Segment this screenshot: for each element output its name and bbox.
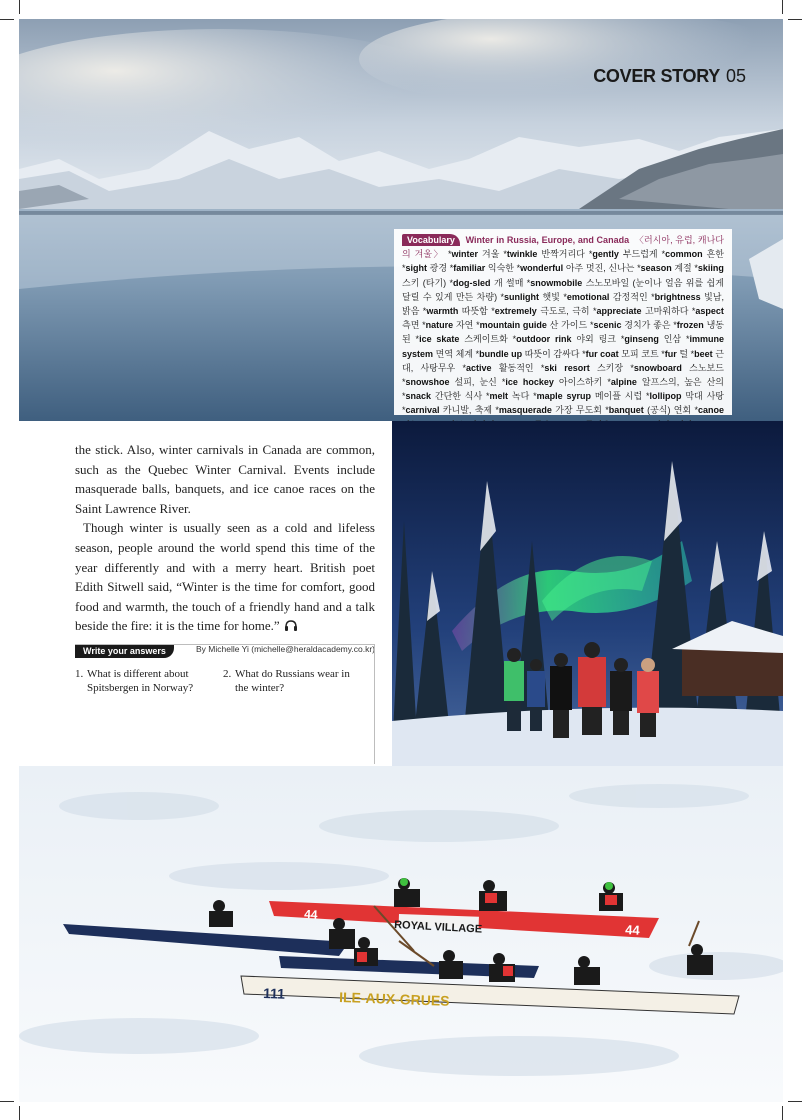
vocabulary-term: beet <box>694 348 713 359</box>
boat-text: ILE-AUX-GRUES <box>338 989 450 1009</box>
vocabulary-term: mountain guide <box>479 320 547 331</box>
vocabulary-meaning: 메이플 시럽 <box>594 391 643 402</box>
vocabulary-term: fur <box>664 348 677 359</box>
aurora-forest-photo <box>392 421 783 766</box>
section-label: COVER STORY <box>593 66 720 86</box>
vocabulary-term: banquet <box>608 405 644 416</box>
question-text: What is different about Spitsbergen in Norway? <box>87 668 194 694</box>
vocabulary-meaning: 극도로, 극히 <box>540 306 590 317</box>
vocabulary-meaning: 스키장 <box>596 362 624 373</box>
vocabulary-meaning: 익숙한 <box>487 263 514 274</box>
section-header <box>593 66 746 87</box>
vocabulary-meaning: 막대 사탕 <box>685 391 724 402</box>
vocabulary-meaning: 카니발, 축제 <box>442 405 493 416</box>
ice-canoe-race-photo <box>19 766 783 1102</box>
vocabulary-term: familiar <box>453 263 486 274</box>
vocabulary-meaning: 겨울 <box>482 249 500 260</box>
vocabulary-title: Winter in Russia, Europe, and Canada <box>465 235 630 245</box>
vocabulary-term: maple syrup <box>536 391 591 402</box>
vocabulary-term: alpine <box>610 377 637 388</box>
vocabulary-term: common <box>665 249 703 260</box>
vocabulary-meaning: 활동적인 <box>498 362 534 373</box>
vocabulary-meaning: 부드럽게 <box>622 249 658 260</box>
vocabulary-title-korean: 〈러시아, 유럽, 캐나다의 겨울〉 <box>402 235 724 260</box>
vocabulary-meaning: 스케이트화 <box>464 334 508 345</box>
vocabulary-meaning: 알프스의, 높은 산의 <box>641 377 724 388</box>
vocabulary-term: ski resort <box>544 362 590 373</box>
article-paragraph: the stick. Also, winter carnivals in Canada are common, such as the Quebec Winter Carnival. Events include masquerade balls, banquets, and ice canoe races on the Saint Lawrence River. <box>75 442 375 516</box>
vocabulary-term: twinkle <box>506 249 538 260</box>
vocabulary-meaning: 개 썰매 <box>493 277 524 288</box>
vocabulary-term: skiing <box>697 263 724 274</box>
vocabulary-term: emotional <box>566 291 610 302</box>
vocabulary-term: melt <box>489 391 509 402</box>
vocabulary-meaning: 따뜻함 <box>461 306 488 317</box>
vocabulary-meaning: 면역 체계 <box>435 348 473 359</box>
vocabulary-term: snowshoe <box>405 377 450 388</box>
crop-mark <box>0 1101 14 1102</box>
crop-mark <box>782 0 783 14</box>
vocabulary-term: wonderful <box>520 263 564 274</box>
vocabulary-term: carnival <box>405 405 440 416</box>
vocabulary-meaning: 경치가 좋은 <box>624 320 671 331</box>
vocabulary-term: scenic <box>593 320 622 331</box>
vocabulary-meaning: 햇빛 <box>542 291 560 302</box>
vocabulary-meaning: 아주 멋진, 신나는 <box>565 263 635 274</box>
vocabulary-term: warmth <box>426 306 459 317</box>
vocabulary-meaning: 설피, 눈신 <box>454 377 497 388</box>
vocabulary-list: *winter 겨울 *twinkle 반짝거리다 *gently 부드럽게 *common 흔한 *sight 광경 *familiar 익숙한 *wonderful 아주 멋진, 신나는 *season 계절 *skiing 스키 (타기) *dog-sled 개 썰매 *snowmobile 스노모바일 (눈이나 얼음 위를 쉽게 달릴 수 있게 만든 차량) *sunlight 햇빛 *emotional 감정적인 *brightness 빛남, 밝음 *warmth 따뜻함 *extremely 극도로, 극히 *appreciate 고마워하다 *aspect 측면 *nature 자연 *mountain guide 산 가이드 *scenic 경치가 좋은 *frozen 냉동된 *ice skate 스케이트화 *outdoor rink 야외 링크 *ginseng 인삼 *immune system 면역 체계 *bundle up 따뜻이 감싸다 *fur coat 모피 코트 *fur 털 *beet 근대, 사탕무우 *active 활동적인 *ski resort 스키장 *snowboard 스노보드 *snowshoe 설피, 눈신 *ice hockey 아이스하키 *alpine 알프스의, 높은 산의 *snack 간단한 식사 *melt 녹다 *maple syrup 메이플 시럽 *lollipop 막대 사탕 *carnival 카니발, 축제 *masquerade 가장 무도회 *banquet (공식) 연회 *canoe <box>402 249 724 429</box>
vocabulary-meaning: 모피 코트 <box>621 348 659 359</box>
vocabulary-meaning: 반짝거리다 <box>541 249 585 260</box>
vocabulary-box <box>394 229 732 415</box>
vocabulary-term: sunlight <box>504 291 540 302</box>
answers-box <box>75 644 375 764</box>
vocabulary-term: snack <box>405 391 432 402</box>
boat-number: 111 <box>262 985 286 1002</box>
vocabulary-meaning: 계절 <box>674 263 692 274</box>
vocabulary-term: winter <box>451 249 479 260</box>
boat-text: ROYAL VILLAGE <box>393 919 483 936</box>
vocabulary-meaning: 간단한 식사 <box>434 391 483 402</box>
vocabulary-meaning: 털 <box>679 348 689 359</box>
question-item <box>75 667 215 695</box>
question-item <box>223 667 363 695</box>
vocabulary-meaning: 가장 무도회 <box>555 405 602 416</box>
page-number: 05 <box>725 66 746 86</box>
vocabulary-term: canoe <box>697 405 724 416</box>
headphones-icon <box>284 619 298 631</box>
vocabulary-meaning: 스노모바일 (눈이나 얼음 위를 쉽게 달릴 수 있게 만든 차량) <box>402 277 724 302</box>
vocabulary-term: frozen <box>676 320 704 331</box>
vocabulary-meaning: 아이스하키 <box>558 377 603 388</box>
vocabulary-meaning: 스노보드 <box>689 362 724 373</box>
article-paragraph-text: Though winter is usually seen as a cold and lifeless season, people around the world spend this time of the year differently and with a merry heart. British poet Edith Sitwell said, “Winter is the time for comfort, good food and warmth, the touch of a friendly hand and a talk beside the fire: it is the time for home.” <box>75 520 375 634</box>
question-text: What do Russians wear in the winter? <box>235 668 350 694</box>
vocabulary-term: gently <box>592 249 619 260</box>
vocabulary-term: appreciate <box>596 306 642 317</box>
boat-number: 44 <box>303 907 318 922</box>
vocabulary-term: active <box>466 362 492 373</box>
vocabulary-term: extremely <box>494 306 537 317</box>
vocabulary-meaning: 녹다 <box>511 391 530 402</box>
vocabulary-meaning: 야외 링크 <box>576 334 616 345</box>
article-body <box>75 440 375 660</box>
vocabulary-term: masquerade <box>498 405 552 416</box>
question-number: 1. <box>75 668 84 680</box>
vocabulary-meaning: 광경 <box>429 263 448 274</box>
byline: By Michelle Yi (michelle@heraldacademy.co.kr) <box>195 643 375 654</box>
vocabulary-meaning: 따뜻이 감싸다 <box>524 348 580 359</box>
vocabulary-meaning: 흔한 <box>706 249 724 260</box>
vocabulary-meaning: 산 가이드 <box>549 320 588 331</box>
answers-tag: Write your answers <box>75 645 174 658</box>
crop-mark <box>19 0 20 14</box>
vocabulary-term: sight <box>405 263 428 274</box>
vocabulary-term: snowmobile <box>530 277 583 288</box>
vocabulary-meaning: 인삼 <box>663 334 682 345</box>
vocabulary-term: outdoor rink <box>516 334 572 345</box>
vocabulary-term: season <box>640 263 672 274</box>
vocabulary-meaning: 냉동된 <box>402 320 724 345</box>
vocabulary-term: ice hockey <box>505 377 554 388</box>
crop-mark <box>788 1101 802 1102</box>
boat-number: 44 <box>624 922 641 938</box>
vocabulary-term: ginseng <box>624 334 659 345</box>
vocabulary-meaning: 측면 <box>402 320 420 331</box>
vocabulary-meaning: 근대, 사탕무우 <box>402 348 724 373</box>
vocabulary-term: nature <box>425 320 454 331</box>
vocabulary-term: bundle up <box>479 348 523 359</box>
vocabulary-term: immune system <box>402 334 724 359</box>
crop-mark <box>19 1106 20 1120</box>
crop-mark <box>0 19 14 20</box>
vocabulary-meaning: 자연 <box>455 320 474 331</box>
vocabulary-term: fur coat <box>585 348 619 359</box>
vocabulary-meaning: 고마워하다 <box>644 306 689 317</box>
vocabulary-term: snowboard <box>633 362 682 373</box>
vocabulary-term: dog-sled <box>453 277 491 288</box>
question-number: 2. <box>223 668 232 680</box>
vocabulary-meaning: 감정적인 <box>612 291 648 302</box>
vocabulary-meaning: 스키 (타기) <box>402 277 447 288</box>
vocabulary-meaning: (공식) 연회 <box>647 405 692 416</box>
vocabulary-term: aspect <box>695 306 724 317</box>
crop-mark <box>788 19 802 20</box>
vocabulary-meaning: 빛남, 밝음 <box>402 291 724 317</box>
crop-mark <box>782 1106 783 1120</box>
vocabulary-tag: Vocabulary <box>402 234 460 246</box>
vocabulary-term: lollipop <box>649 391 682 402</box>
vocabulary-term: brightness <box>654 291 701 302</box>
vocabulary-term: ice skate <box>419 334 460 345</box>
